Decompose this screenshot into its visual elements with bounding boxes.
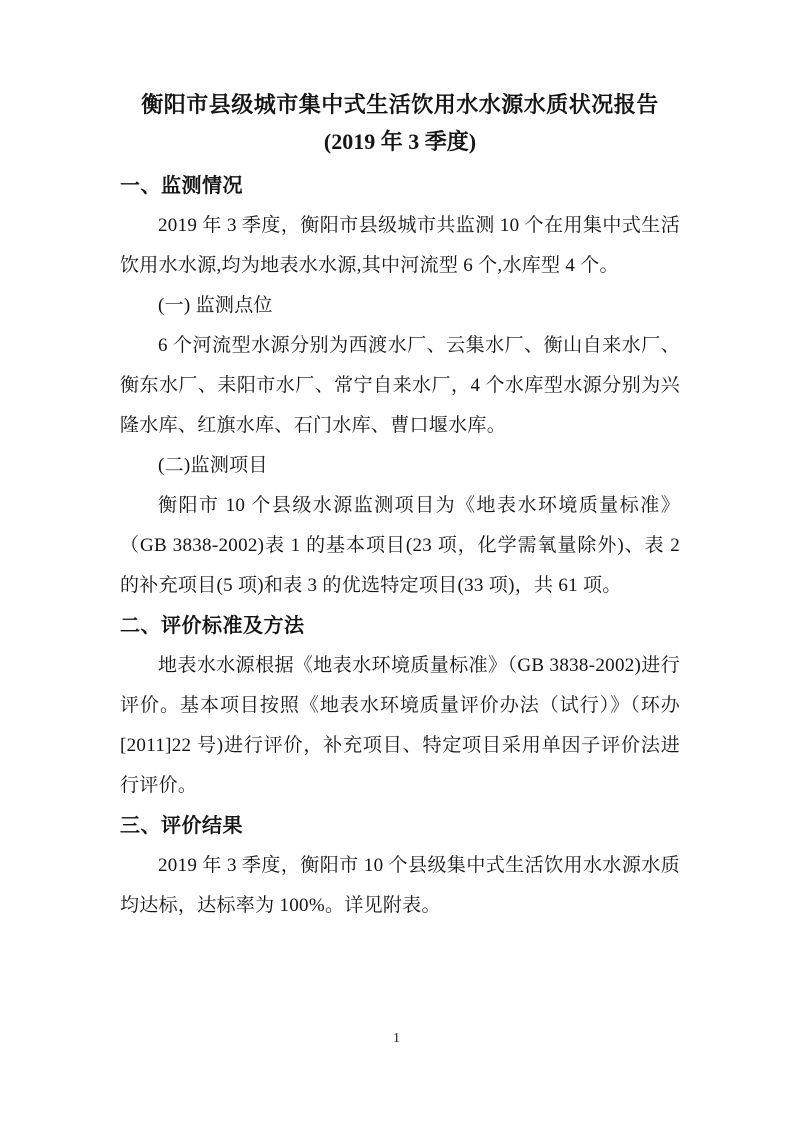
section-1-sub-1-heading: (一) 监测点位	[158, 295, 273, 316]
section-1-intro-paragraph: 2019 年 3 季度，衡阳市县级城市共监测 10 个在用集中式生活饮用水水源,均为地表水水源,其中河流型 6 个,水库型 4 个。	[120, 215, 680, 276]
section-1-sub-2-heading: (二)监测项目	[158, 455, 268, 476]
report-subtitle: (2019 年 3 季度)	[323, 129, 477, 154]
section-3-paragraph: 2019 年 3 季度，衡阳市 10 个县级集中式生活饮用水水源水质均达标，达标率为 100%。详见附表。	[120, 855, 680, 916]
report-title: 衡阳市县级城市集中式生活饮用水水源水质状况报告	[141, 92, 659, 117]
section-1-sub-2-paragraph: 衡阳市 10 个县级水源监测项目为《地表水环境质量标准》（GB 3838-2002)表 1 的基本项目(23 项，化学需氧量除外)、表 2 的补充项目(5 项)和表 3 的优选特定项目(33 项)，共 61 项。	[120, 495, 680, 596]
section-3-heading: 三、评价结果	[120, 815, 243, 837]
section-1-sub-1-paragraph: 6 个河流型水源分别为西渡水厂、云集水厂、衡山自来水厂、衡东水厂、耒阳市水厂、常宁自来水厂，4 个水库型水源分别为兴隆水库、红旗水库、石门水库、曹口堰水库。	[120, 335, 680, 436]
section-2-paragraph: 地表水水源根据《地表水环境质量标准》（GB 3838-2002)进行评价。基本项目按照《地表水环境质量评价办法（试行）》（环办[2011]22 号)进行评价，补充项目、特定项目采用单因子评价法进行评价。	[120, 655, 680, 796]
page-number: 1	[393, 1031, 400, 1046]
section-2-heading: 二、评价标准及方法	[120, 615, 305, 637]
section-1-heading: 一、监测情况	[120, 175, 243, 197]
